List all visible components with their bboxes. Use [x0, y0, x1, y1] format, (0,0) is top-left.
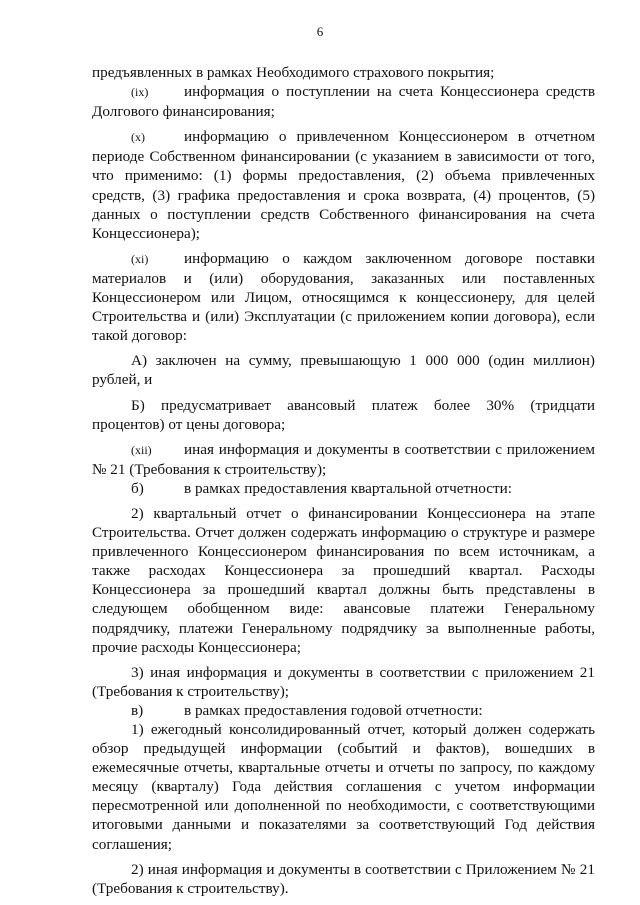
document-body [92, 63, 595, 898]
paragraph-text: 1) ежегодный консолидированный отчет, который должен содержать обзор предыдущей информации (событий и фактов), вошедших в ежемесячные отчеты, квартальные отчеты и отчеты по запросу, по каждому месяцу (кварталу) Года действия соглашения с учетом информации пересмотренной или дополненной по необходимости, с соответствующими итоговыми данными и показателями за соответствующий Год действия соглашения; [92, 721, 595, 853]
sub-item-a [92, 351, 595, 389]
list-marker: в) [131, 701, 144, 719]
paragraph-text: в рамках предоставления годовой отчетности: [184, 701, 483, 719]
annual-item-2 [92, 860, 595, 898]
section-v-heading [92, 701, 595, 720]
paragraph-text: информацию о привлеченном Концессионером в отчетном периоде Собственном финансировании (с указанием в зависимости от того, что применимо: (1) формы предоставления, (2) объема привлеченных средств, (3) графика предоставления и срока возврата, (4) процентов, (5) данных о поступлении средств Собственного финансирования на счета Концессионера); [92, 128, 595, 242]
list-marker: (ix) [131, 85, 149, 100]
page-number: 6 [316, 24, 324, 39]
sub-item-b [92, 396, 595, 434]
list-item-xi [92, 249, 595, 345]
paragraph-text: 2) иная информация и документы в соответствии с Приложением № 21 (Требования к строительству). [92, 860, 595, 897]
section-b-heading [92, 479, 595, 498]
list-marker: б) [131, 479, 144, 497]
paragraph-text: информация о поступлении на счета Концессионера средств Долгового финансирования; [92, 83, 595, 121]
paragraph-continuation [92, 63, 595, 82]
list-marker: (x) [131, 130, 145, 145]
list-marker: (xi) [131, 251, 149, 266]
paragraph-text: А) заключен на сумму, превышающую 1 000 000 (один миллион) рублей, и [92, 352, 595, 389]
list-item-ix [92, 82, 595, 121]
list-marker: (xii) [131, 442, 152, 457]
paragraph-text: информацию о каждом заключенном договоре поставки материалов и (или) оборудования, заказанных или поставленных Концессионером или Лицом, относящимся к концессионеру, для целей Строительства и (или) Эксплуатации (с приложением копии договора), если такой договор: [92, 249, 595, 345]
paragraph-text: в рамках предоставления квартальной отчетности: [184, 479, 512, 497]
paragraph-text: иная информация и документы в соответствии с приложением № 21 (Требования к строительству); [92, 440, 595, 478]
paragraph-text: 2) квартальный отчет о финансировании Концессионера на этапе Строительства. Отчет должен содержать информацию о структуре и размере привлеченного Концессионером финансирования по всем источникам, а также расходах Концессионера за прошедший квартал. Расходы Концессионера за прошедший квартал должны быть представлены в следующем обобщенном виде: авансовые платежи Генеральному подрядчику, платежи Генеральному подрядчику за выполненные работы, прочие расходы Концессионера; [92, 504, 595, 656]
paragraph-text: Б) предусматривает авансовый платеж более 30% (тридцати процентов) от цены договора; [92, 396, 595, 433]
list-item-xii [92, 440, 595, 479]
quarterly-item-3 [92, 663, 595, 701]
quarterly-item-2 [92, 504, 595, 657]
paragraph-text: предъявленных в рамках Необходимого страхового покрытия; [92, 64, 495, 81]
paragraph-text: 3) иная информация и документы в соответствии с приложением 21 (Требования к строительству); [92, 663, 595, 700]
annual-item-1 [92, 720, 595, 854]
list-item-x [92, 127, 595, 243]
